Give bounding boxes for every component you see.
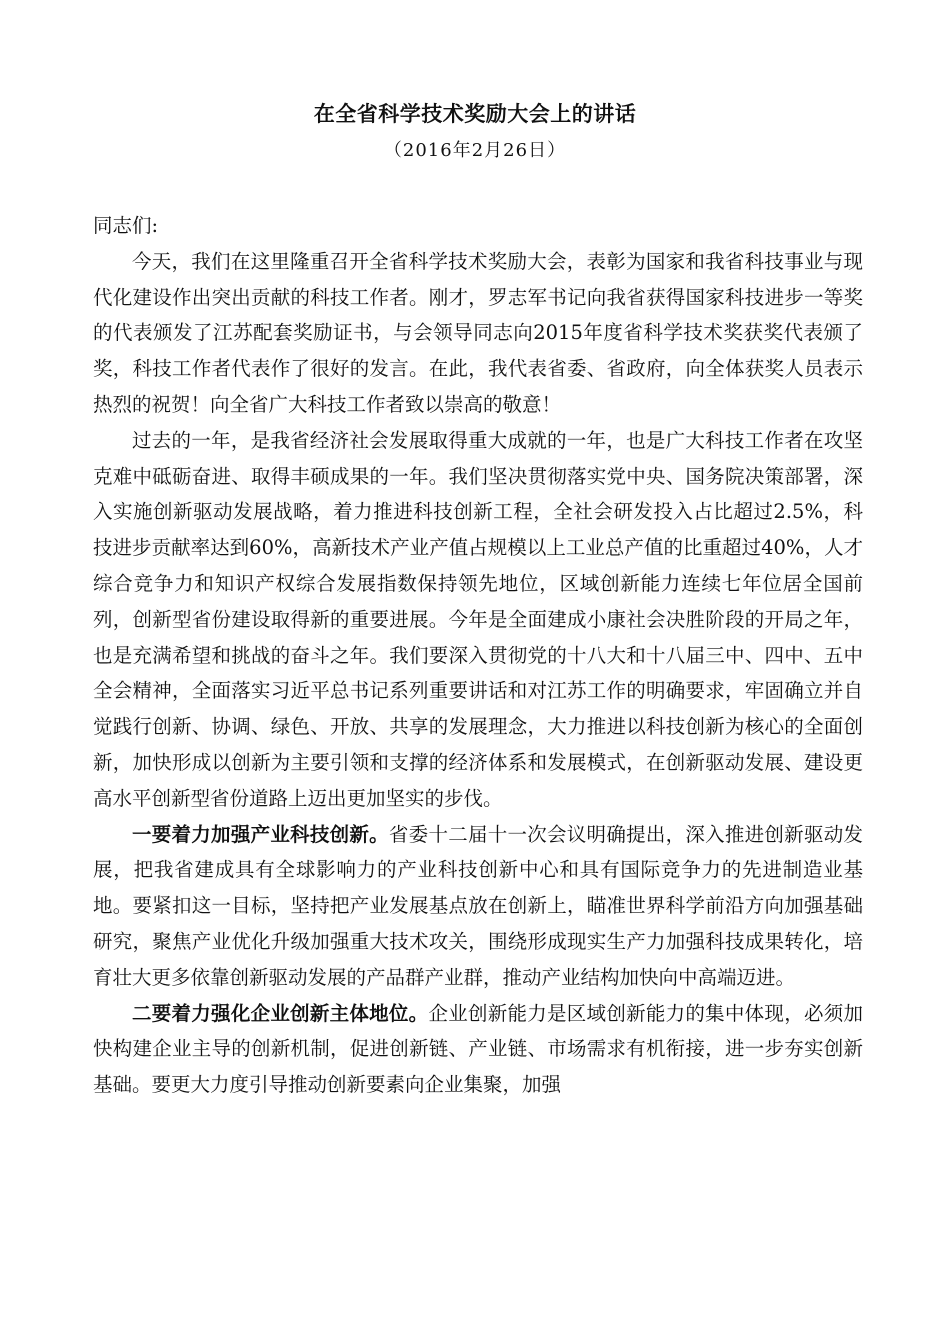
document-body [93,208,863,1103]
paragraph-text: 企业创新能力是区域创新能力的集中体现，必须加快构建企业主导的创新机制，促进创新链、产业链、市场需求有机衔接，进一步夯实创新基础。要更大力度引导推动创新要素向企业集聚，加强 [93,1001,863,1097]
paragraph-point-one [93,817,863,996]
paragraph-lead: 一要着力加强产业科技创新。 [132,822,389,846]
document-title: 在全省科学技术奖励大会上的讲话 [313,101,637,126]
document-date: （2016年2月26日） [383,140,567,161]
paragraph-lead: 二要着力强化企业创新主体地位。 [132,1001,429,1025]
paragraph-review [93,423,863,817]
paragraph-text: 过去的一年，是我省经济社会发展取得重大成就的一年，也是广大科技工作者在攻坚克难中砥砺奋进、取得丰硕成果的一年。我们坚决贯彻落实党中央、国务院决策部署，深入实施创新驱动发展战略，着力推进科技创新工程，全社会研发投入占比超过2.5%，科技进步贡献率达到60%，高新技术产业产值占规模以上工业总产值的比重超过40%，人才综合竞争力和知识产权综合发展指数保持领先地位，区域创新能力连续七年位居全国前列，创新型省份建设取得新的重要进展。今年是全面建成小康社会决胜阶段的开局之年，也是充满希望和挑战的奋斗之年。我们要深入贯彻党的十八大和十八届三中、四中、五中全会精神，全面落实习近平总书记系列重要讲话和对江苏工作的明确要求，牢固确立并自觉践行创新、协调、绿色、开放、共享的发展理念，大力推进以科技创新为核心的全面创新，加快形成以创新为主要引领和支撑的经济体系和发展模式，在创新驱动发展、建设更高水平创新型省份道路上迈出更加坚实的步伐。 [93,428,863,810]
paragraph-text: 省委十二届十一次会议明确提出，深入推进创新驱动发展，把我省建成具有全球影响力的产业科技创新中心和具有国际竞争力的先进制造业基地。要紧扣这一目标，坚持把产业发展基点放在创新上，瞄准世界科学前沿方向加强基础研究，聚焦产业优化升级加强重大技术攻关，围绕形成现实生产力加强科技成果转化，培育壮大更多依靠创新驱动发展的产品群产业群，推动产业结构加快向中高端迈进。 [93,822,863,989]
paragraph-point-two [93,996,863,1103]
salutation: 同志们: [93,214,159,237]
paragraph-text: 今天，我们在这里隆重召开全省科学技术奖励大会，表彰为国家和我省科技事业与现代化建设作出突出贡献的科技工作者。刚才，罗志军书记向我省获得国家科技进步一等奖的代表颁发了江苏配套奖励证书，与会领导同志向2015年度省科学技术奖获奖代表颁了奖，科技工作者代表作了很好的发言。在此，我代表省委、省政府，向全体获奖人员表示热烈的祝贺！向全省广大科技工作者致以崇高的敬意！ [93,249,863,416]
paragraph-opening [93,244,863,423]
